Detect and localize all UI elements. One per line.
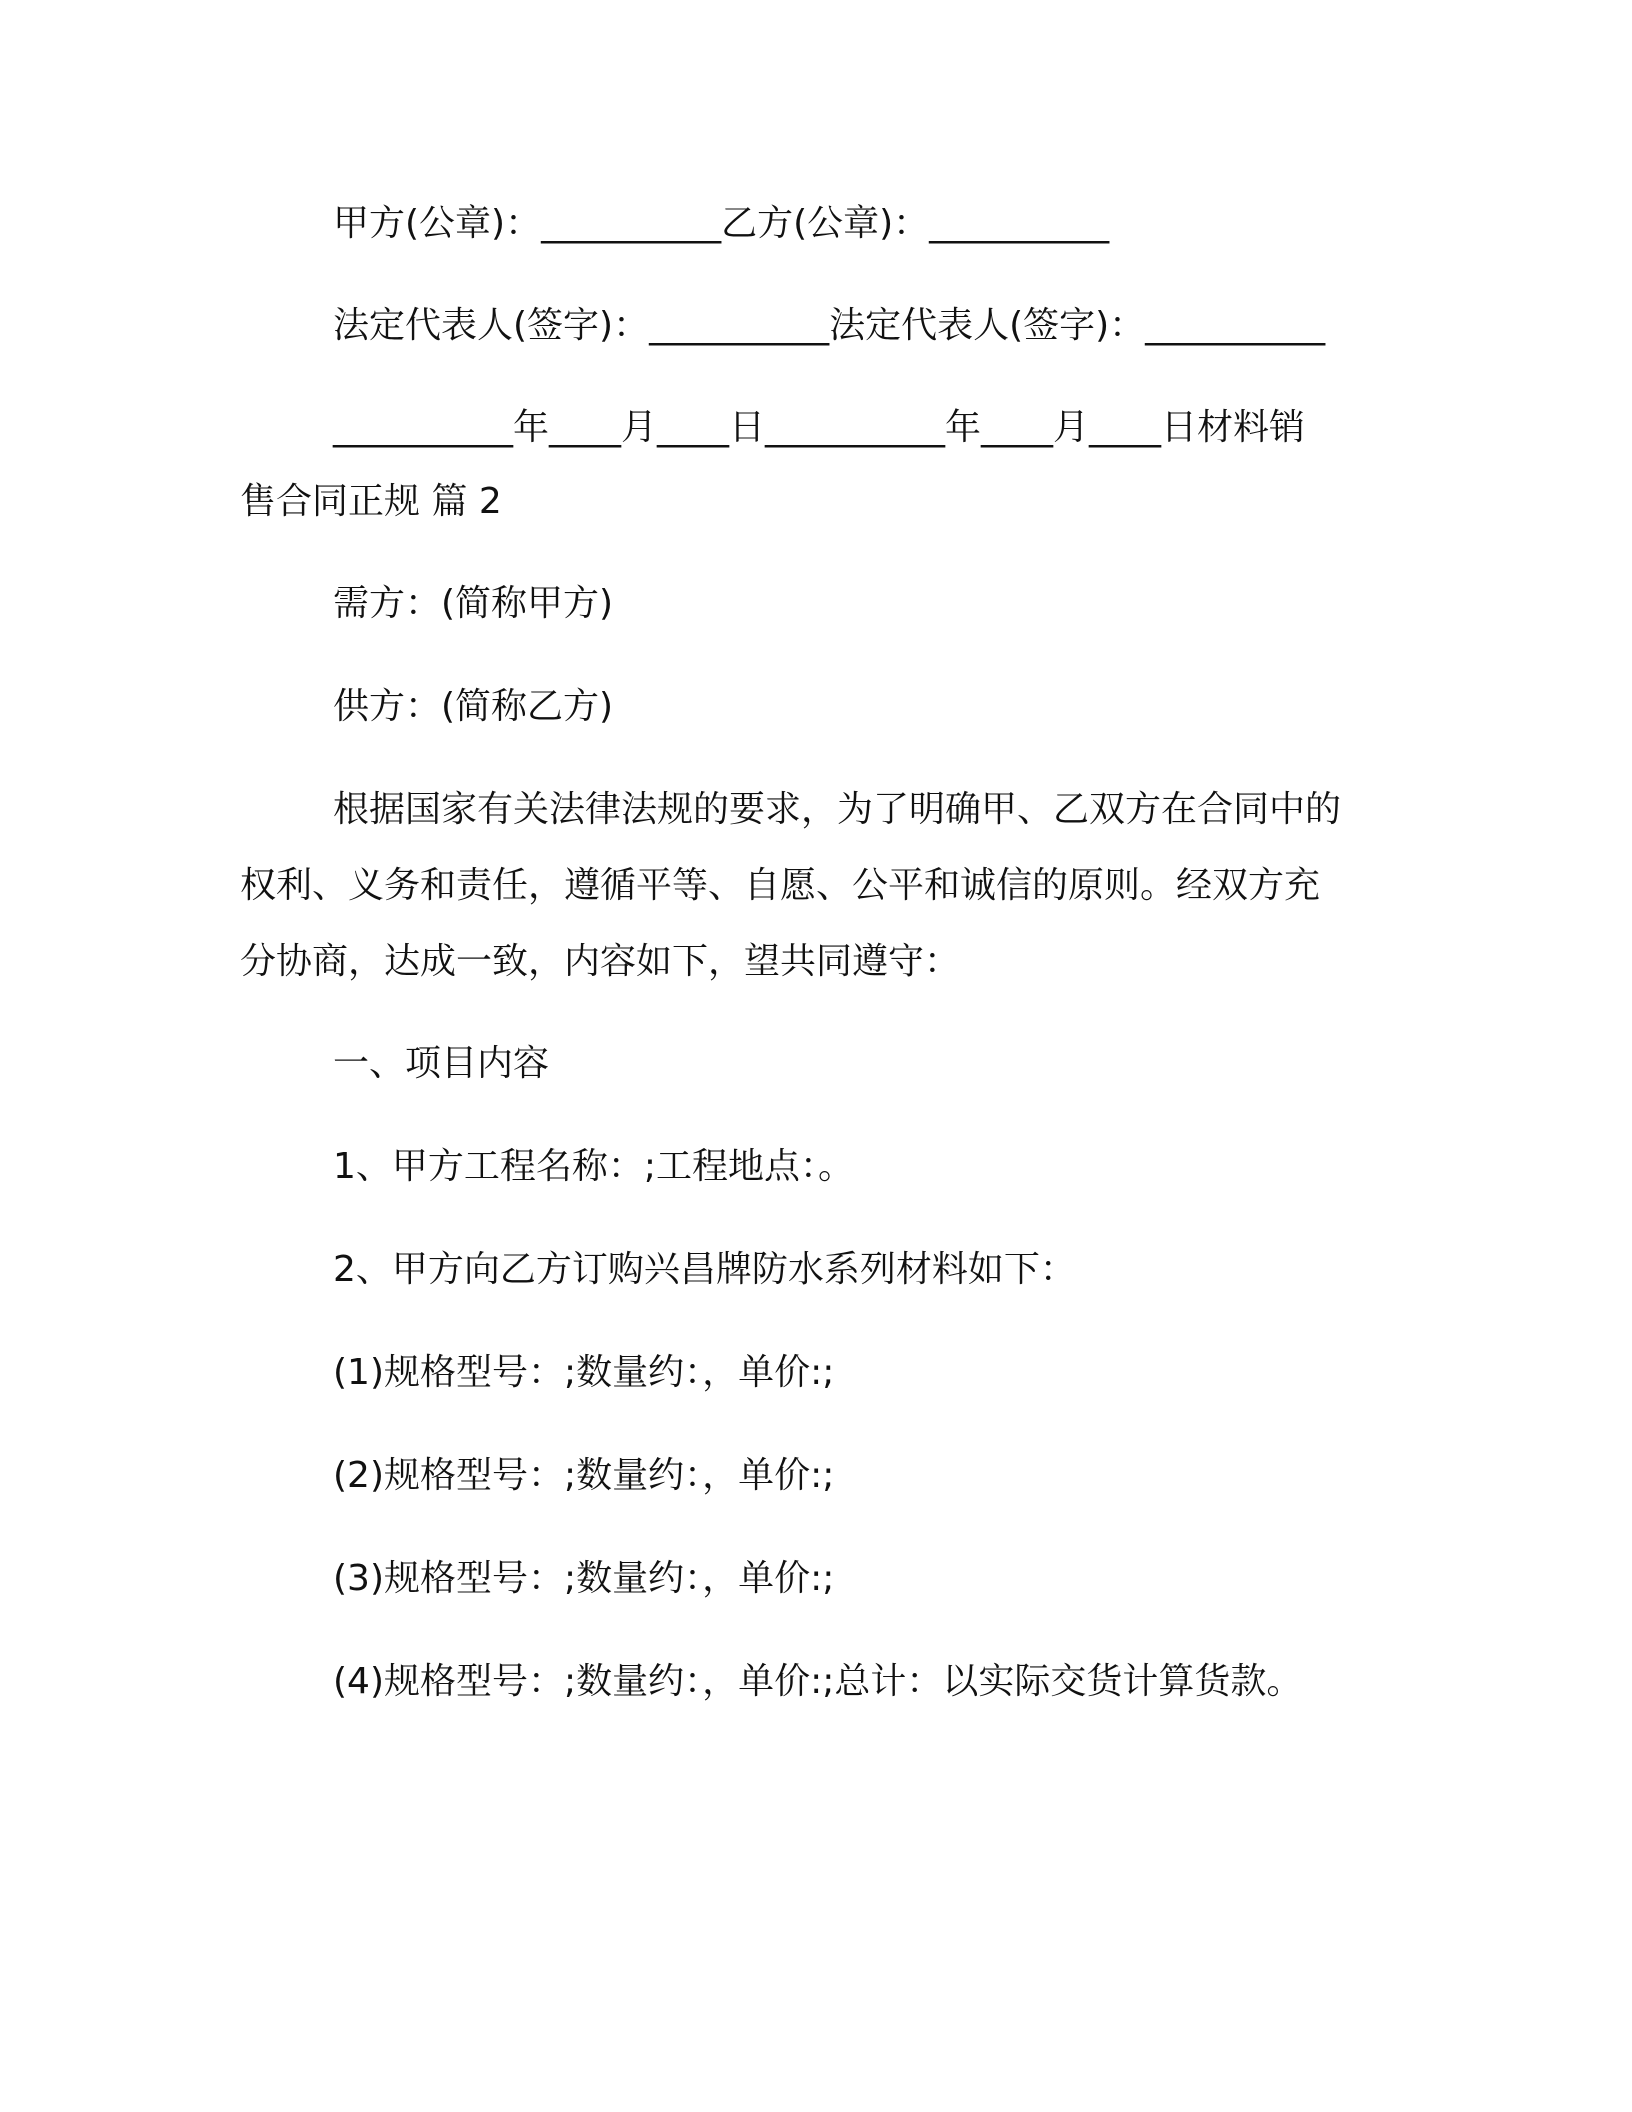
buyer-line: 需方：(简称甲方) xyxy=(333,583,614,624)
preamble-line-1: 根据国家有关法律法规的要求，为了明确甲、乙双方在合同中的 xyxy=(333,789,1342,830)
preamble-line-3: 分协商，达成一致，内容如下，望共同遵守： xyxy=(240,941,961,982)
spec-line-3: (3)规格型号：;数量约：，单价:; xyxy=(333,1558,835,1599)
party-seal-line: 甲方(公章)：__________乙方(公章)：__________ xyxy=(333,203,1110,244)
date-line: __________年____月____日__________年____月____日材料销 xyxy=(333,407,1306,448)
preamble-line-2: 权利、义务和责任，遵循平等、自愿、公平和诚信的原则。经双方充 xyxy=(240,865,1321,906)
spec-line-2: (2)规格型号：;数量约：，单价:; xyxy=(333,1455,835,1496)
section-heading: 一、项目内容 xyxy=(333,1043,550,1084)
legal-representative-line: 法定代表人(签字)：__________法定代表人(签字)：__________ xyxy=(333,305,1326,346)
clause-item-2: 2、甲方向乙方订购兴昌牌防水系列材料如下： xyxy=(333,1249,1076,1290)
spec-line-4: (4)规格型号：;数量约：，单价:;总计：以实际交货计算货款。 xyxy=(333,1661,1303,1702)
supplier-line: 供方：(简称乙方) xyxy=(333,686,614,727)
clause-item-1: 1、甲方工程名称：;工程地点：。 xyxy=(333,1146,855,1187)
spec-line-1: (1)规格型号：;数量约：，单价:; xyxy=(333,1352,835,1393)
document-title-continuation: 售合同正规 篇 2 xyxy=(240,481,502,522)
